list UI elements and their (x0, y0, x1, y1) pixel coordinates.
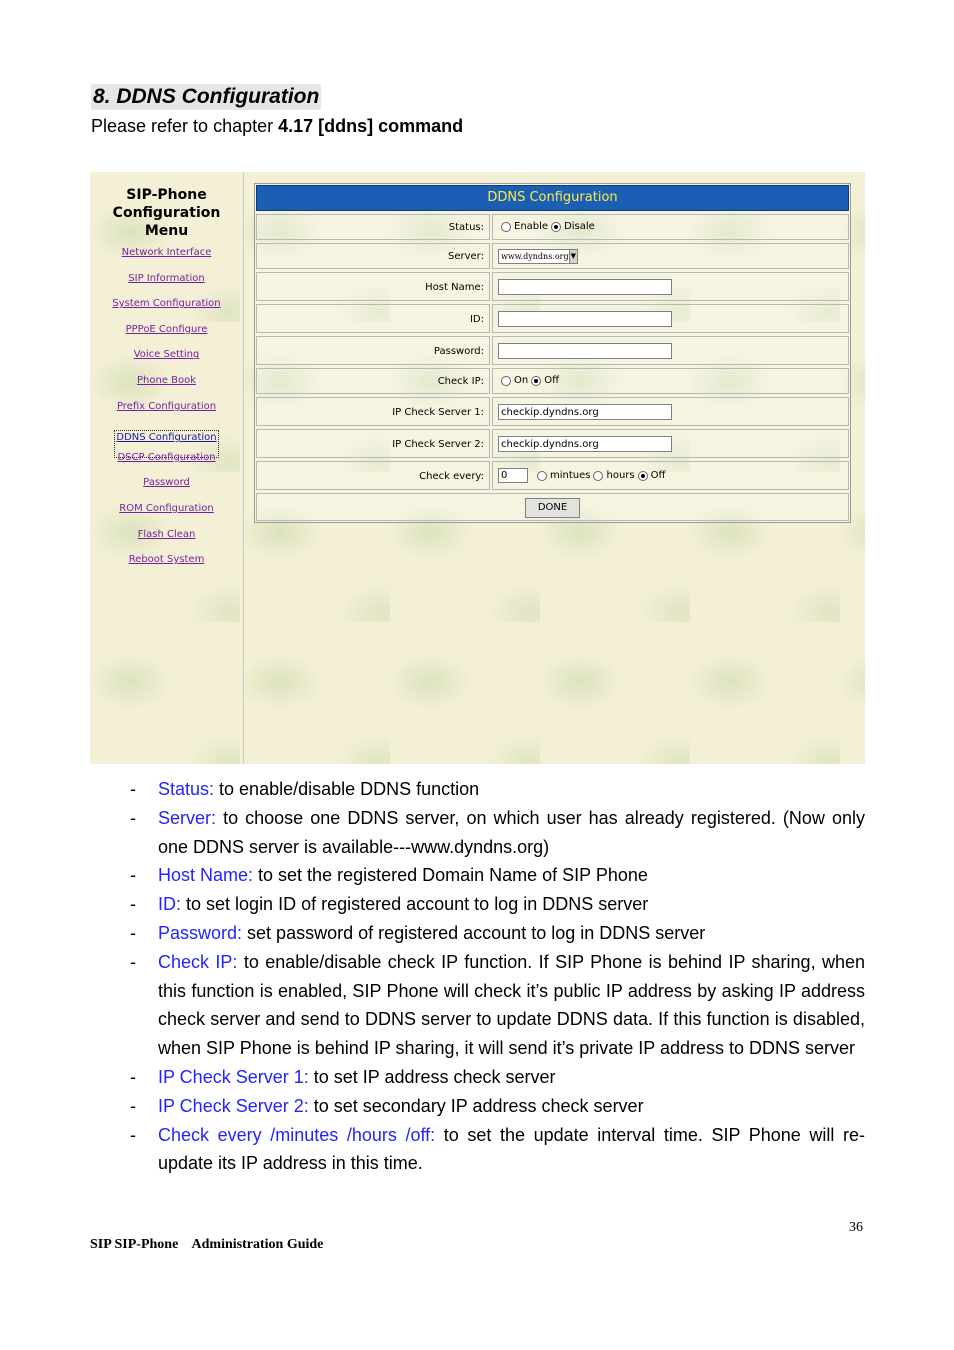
password-label: Password: (256, 336, 490, 365)
menu-item-password[interactable]: Password (143, 477, 190, 489)
menu-items (90, 246, 243, 579)
term: IP Check Server 1: (158, 1066, 309, 1087)
id-row (256, 304, 849, 333)
ipcheck1-input[interactable]: checkip.dyndns.org (498, 404, 672, 420)
checkip-off-radio[interactable] (531, 376, 541, 386)
menu-item-dscp-configuration[interactable]: DSCP Configuration (117, 451, 216, 463)
menu-item-reboot-system[interactable]: Reboot System (128, 554, 205, 566)
checkevery-row (256, 461, 849, 490)
menu-item-sip-information[interactable]: SIP Information (128, 272, 205, 284)
checkip-row (256, 368, 849, 394)
embedded-screenshot (90, 172, 865, 764)
reference-chapter: 4.17 [ddns] command (278, 116, 464, 136)
list-item: - IP Check Server 1: to set IP address check server (130, 1066, 556, 1087)
menu-item-ddns-configuration[interactable]: DDNS Configuration (115, 431, 217, 457)
term: Host Name: (158, 865, 254, 886)
description: set password of registered account to log in DDNS server (242, 922, 706, 943)
minutes-radio[interactable] (537, 471, 547, 481)
menu-title-line: Configuration (112, 205, 221, 221)
list-item: - Check IP: to enable/disable check IP function. If SIP Phone is behind IP sharing, when this function is enabled, SIP Phone will check it’s public IP address by asking IP address check server and send to DDNS server to update DDNS data. If this function is disabled, when SIP Phone is behind IP sharing, it will send it’s private IP address to DDNS server (130, 951, 865, 1059)
checkip-on-label: On (514, 375, 529, 386)
checkip-label: Check IP: (256, 368, 490, 394)
checkevery-input[interactable]: 0 (498, 468, 528, 483)
ipcheck2-input[interactable]: checkip.dyndns.org (498, 436, 672, 452)
server-row (256, 243, 849, 269)
list-item: - Server: to choose one DDNS server, on which user has already registered. (Now only one DDNS server is available---www.dyndns.org) (130, 807, 865, 857)
status-row (256, 214, 849, 240)
list-item: - Check every /minutes /hours /off: to set the update interval time. SIP Phone will re-update its IP address in this time. (130, 1124, 865, 1174)
checkip-off-label: Off (544, 375, 559, 386)
server-select-value: www.dyndns.org (501, 251, 569, 261)
hostname-input[interactable] (498, 279, 672, 295)
menu-title (90, 186, 243, 240)
description: to set login ID of registered account to log in DDNS server (181, 894, 649, 915)
minutes-label: mintues (550, 470, 591, 481)
list-item: - Host Name: to set the registered Domain Name of SIP Phone (130, 865, 648, 886)
done-row (256, 493, 849, 521)
description: to choose one DDNS server, on which user has already registered. (Now only one DDNS server is available---www.dyndns.org) (158, 807, 865, 857)
menu-item-prefix-configuration[interactable]: Prefix Configuration (116, 400, 217, 412)
password-input[interactable] (498, 343, 672, 359)
description: to enable/disable check IP function. If SIP Phone is behind IP sharing, when this function is enabled, SIP Phone will check it’s public IP address by asking IP address check server and send to DDNS server to update DDNS data. If this function is disabled, when SIP Phone is behind IP sharing, it will send it’s private IP address to DDNS server (158, 951, 865, 1059)
chapter-reference (91, 115, 463, 137)
description: to set the update interval time. SIP Phone will re-update its IP address in this time. (158, 1124, 865, 1174)
reference-prefix: Please refer to chapter (91, 116, 279, 136)
term: Server: (158, 807, 217, 828)
status-disable-label: Disale (564, 221, 595, 232)
status-label: Status: (256, 214, 490, 240)
footer: SIP SIP-Phone Administration Guide (90, 1237, 324, 1252)
status-disable-radio[interactable] (551, 222, 561, 232)
menu-item-pppoe-configure[interactable]: PPPoE Configure (125, 323, 208, 335)
hours-radio[interactable] (593, 471, 603, 481)
ipcheck2-row (256, 429, 849, 458)
id-label: ID: (256, 304, 490, 333)
menu-item-phone-book[interactable]: Phone Book (136, 374, 197, 386)
list-item: - IP Check Server 2: to set secondary IP address check server (130, 1095, 644, 1116)
form-title: DDNS Configuration (256, 185, 849, 211)
list-item: - Password: set password of registered account to log in DDNS server (130, 922, 706, 943)
hostname-label: Host Name: (256, 272, 490, 301)
term: ID: (158, 894, 182, 915)
config-menu (90, 172, 244, 764)
term: Check every /minutes /hours /off: (158, 1124, 436, 1145)
screenshot-top-strip (90, 152, 865, 172)
field-descriptions (130, 775, 865, 1178)
status-options (492, 214, 849, 240)
term: IP Check Server 2: (158, 1095, 309, 1116)
chevron-down-icon: ▼ (569, 250, 577, 263)
hostname-row (256, 272, 849, 301)
status-enable-label: Enable (514, 221, 549, 232)
description: to set IP address check server (308, 1066, 556, 1087)
description: to enable/disable DDNS function (214, 779, 480, 799)
off-label: Off (650, 470, 666, 481)
checkevery-label: Check every: (256, 461, 490, 490)
checkip-on-radio[interactable] (501, 376, 511, 386)
term: Status: (158, 779, 215, 799)
ddns-form (254, 183, 851, 523)
menu-item-system-configuration[interactable]: System Configuration (112, 298, 221, 310)
menu-title-line: SIP-Phone (126, 187, 207, 203)
hours-label: hours (606, 470, 635, 481)
menu-item-flash-clean[interactable]: Flash Clean (137, 528, 196, 540)
page-number: 36 (849, 1220, 863, 1235)
term: Check IP: (158, 951, 238, 972)
menu-item-voice-setting[interactable]: Voice Setting (133, 349, 200, 361)
server-label: Server: (256, 243, 490, 269)
status-enable-radio[interactable] (501, 222, 511, 232)
description: to set the registered Domain Name of SIP Phone (253, 865, 648, 886)
off-radio[interactable] (638, 471, 648, 481)
list-item: - Status: to enable/disable DDNS function (130, 779, 480, 799)
section-heading: 8. DDNS Configuration (93, 85, 320, 108)
term: Password: (158, 922, 243, 943)
menu-title-line: Menu (144, 223, 189, 239)
done-button[interactable]: DONE (525, 498, 580, 518)
id-input[interactable] (498, 311, 672, 327)
menu-item-network-interface[interactable]: Network Interface (121, 247, 212, 258)
server-select[interactable] (498, 249, 578, 264)
ipcheck1-label: IP Check Server 1: (256, 397, 490, 426)
ipcheck1-row (256, 397, 849, 426)
ipcheck2-label: IP Check Server 2: (256, 429, 490, 458)
description: to set secondary IP address check server (308, 1095, 644, 1116)
password-row (256, 336, 849, 365)
list-item: - ID: to set login ID of registered account to log in DDNS server (130, 894, 649, 915)
menu-item-rom-configuration[interactable]: ROM Configuration (119, 502, 214, 514)
